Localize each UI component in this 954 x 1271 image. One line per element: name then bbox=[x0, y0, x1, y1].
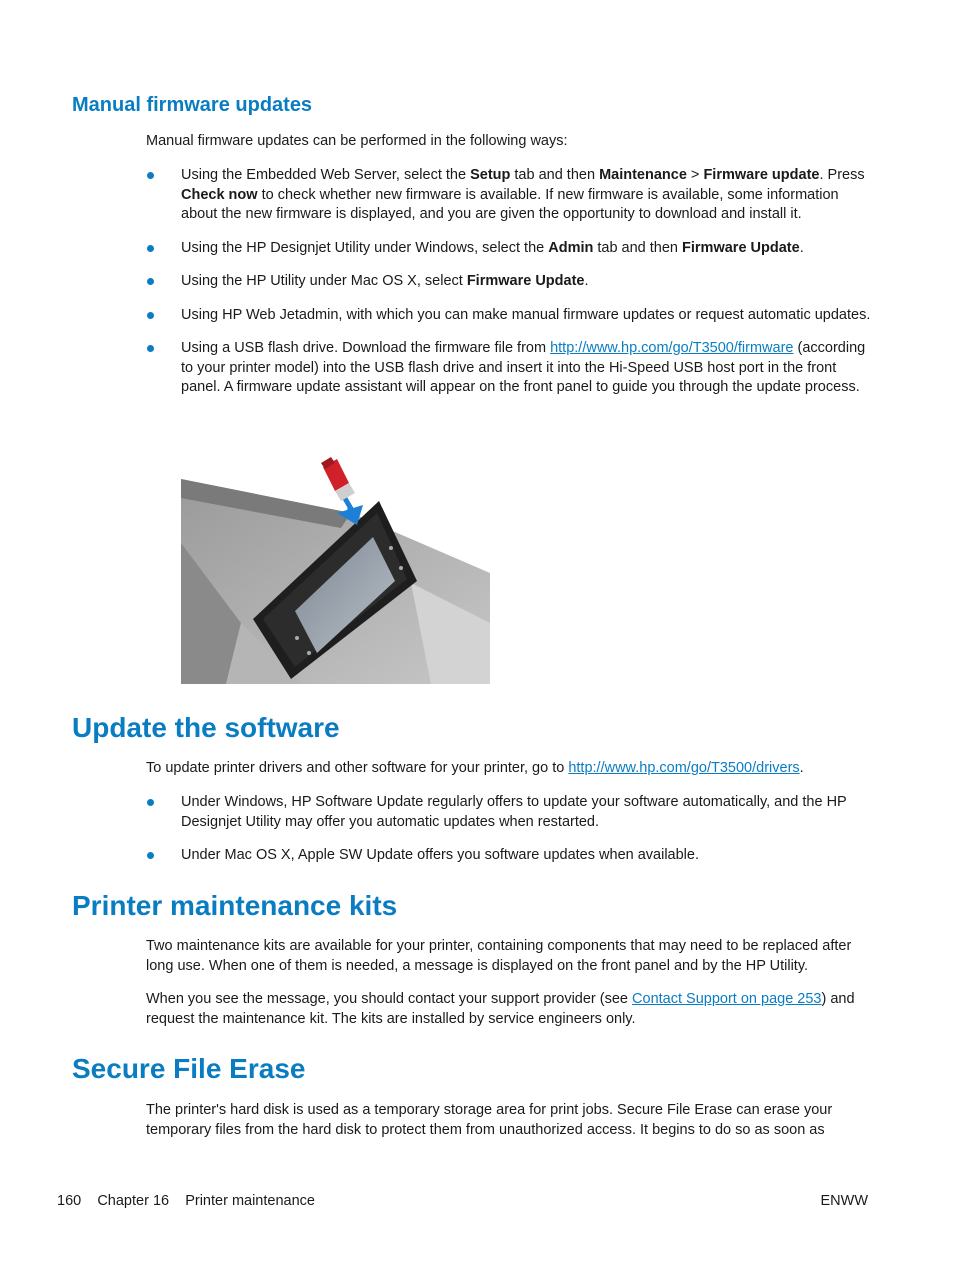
list-item-text: (according to your printer model) into the USB flash drive and insert it into the Hi-Speed USB host port in the front panel. A firmware update assistant will appear on the front panel to guide you through the update process. bbox=[181, 340, 866, 395]
list-item-text: tab and then bbox=[593, 239, 683, 256]
bullet-dot-icon bbox=[147, 278, 154, 285]
bullet-dot-icon bbox=[147, 312, 154, 319]
list-item bbox=[146, 306, 871, 326]
heading-manual-firmware-updates: Manual firmware updates bbox=[72, 94, 313, 116]
bold-term: Setup bbox=[470, 167, 511, 183]
bullet-dot-icon bbox=[147, 172, 154, 179]
bold-term: Firmware Update bbox=[466, 273, 585, 289]
list-item-text: Using the Embedded Web Server, select the bbox=[181, 167, 471, 183]
text-contact-support-after: ) and request the maintenance kit. The kits are installed by service engineers only. bbox=[146, 991, 855, 1027]
footer-right: ENWW bbox=[820, 1193, 868, 1209]
list-item bbox=[146, 793, 871, 832]
text-update-software-intro: To update printer drivers and other software for your printer, go to bbox=[146, 760, 569, 776]
bullet-dot-icon bbox=[147, 245, 154, 252]
paragraph-contact-support bbox=[146, 990, 871, 1029]
list-item-text: tab and then bbox=[510, 167, 600, 183]
list-item-text: Using the HP Designjet Utility under Windows, select the bbox=[181, 239, 549, 256]
usb-flash-drive-front-panel-illustration bbox=[181, 453, 490, 684]
heading-update-the-software: Update the software bbox=[72, 712, 340, 743]
chapter-title: Printer maintenance bbox=[185, 1193, 315, 1209]
list-item bbox=[146, 239, 871, 259]
list-item-text: . bbox=[584, 273, 589, 289]
software-update-list bbox=[146, 793, 871, 880]
bullet-dot-icon bbox=[147, 799, 154, 806]
bold-term: Check now bbox=[181, 186, 258, 203]
bullet-dot-icon bbox=[147, 852, 154, 859]
list-item-text: . Press bbox=[819, 167, 865, 183]
list-item-text: . bbox=[799, 239, 804, 256]
list-item bbox=[146, 339, 871, 398]
list-item-text: Under Mac OS X, Apple SW Update offers you software updates when available. bbox=[181, 847, 699, 863]
page-number: 160 bbox=[57, 1193, 82, 1209]
footer-left bbox=[57, 1193, 315, 1209]
paragraph-firmware-intro: Manual firmware updates can be performed in the following ways: bbox=[146, 133, 568, 149]
list-item-text: Using the HP Utility under Mac OS X, select bbox=[181, 273, 467, 289]
text-update-software-intro-end: . bbox=[799, 760, 804, 776]
bold-term: Admin bbox=[548, 239, 594, 256]
text-contact-support-before: When you see the message, you should contact your support provider (see bbox=[146, 991, 633, 1007]
bold-term: Maintenance bbox=[599, 167, 687, 183]
list-item-text: Using HP Web Jetadmin, with which you can make manual firmware updates or request automatic updates. bbox=[181, 306, 871, 323]
list-item-text: Using a USB flash drive. Download the firmware file from bbox=[181, 340, 551, 356]
list-item bbox=[146, 166, 871, 225]
list-item bbox=[146, 846, 871, 866]
list-item-text: to check whether new firmware is available. If new firmware is available, some information about the new firmware is displayed, and you are given the opportunity to download and install it. bbox=[181, 186, 839, 222]
list-item bbox=[146, 272, 871, 292]
bold-term: Firmware update bbox=[703, 167, 820, 183]
contact-support-link[interactable]: Contact Support on page 253 bbox=[632, 991, 822, 1007]
list-item-text: > bbox=[686, 167, 704, 183]
paragraph-update-software-intro bbox=[146, 759, 871, 779]
paragraph-secure-file-erase: The printer's hard disk is used as a temporary storage area for print jobs. Secure File Erase can erase your temporary files from the hard disk to protect them from unauthorized access. It begins to do so as soon as bbox=[146, 1102, 833, 1138]
firmware-update-methods-list bbox=[146, 166, 871, 412]
firmware-link[interactable]: http://www.hp.com/go/T3500/firmware bbox=[550, 340, 794, 356]
list-item-text: Under Windows, HP Software Update regularly offers to update your software automatically, and the HP Designjet Utility may offer you automatic updates when restarted. bbox=[181, 794, 847, 830]
paragraph-maintenance-kits: Two maintenance kits are available for your printer, containing components that may need to be replaced after long use. When one of them is needed, a message is displayed on the front panel and by the HP Utility. bbox=[146, 938, 852, 974]
chapter-label: Chapter 16 bbox=[97, 1193, 170, 1209]
drivers-link[interactable]: http://www.hp.com/go/T3500/drivers bbox=[568, 760, 800, 776]
heading-printer-maintenance-kits: Printer maintenance kits bbox=[72, 890, 398, 921]
heading-secure-file-erase: Secure File Erase bbox=[72, 1053, 306, 1084]
bullet-dot-icon bbox=[147, 345, 154, 352]
bold-term: Firmware Update bbox=[682, 239, 800, 256]
